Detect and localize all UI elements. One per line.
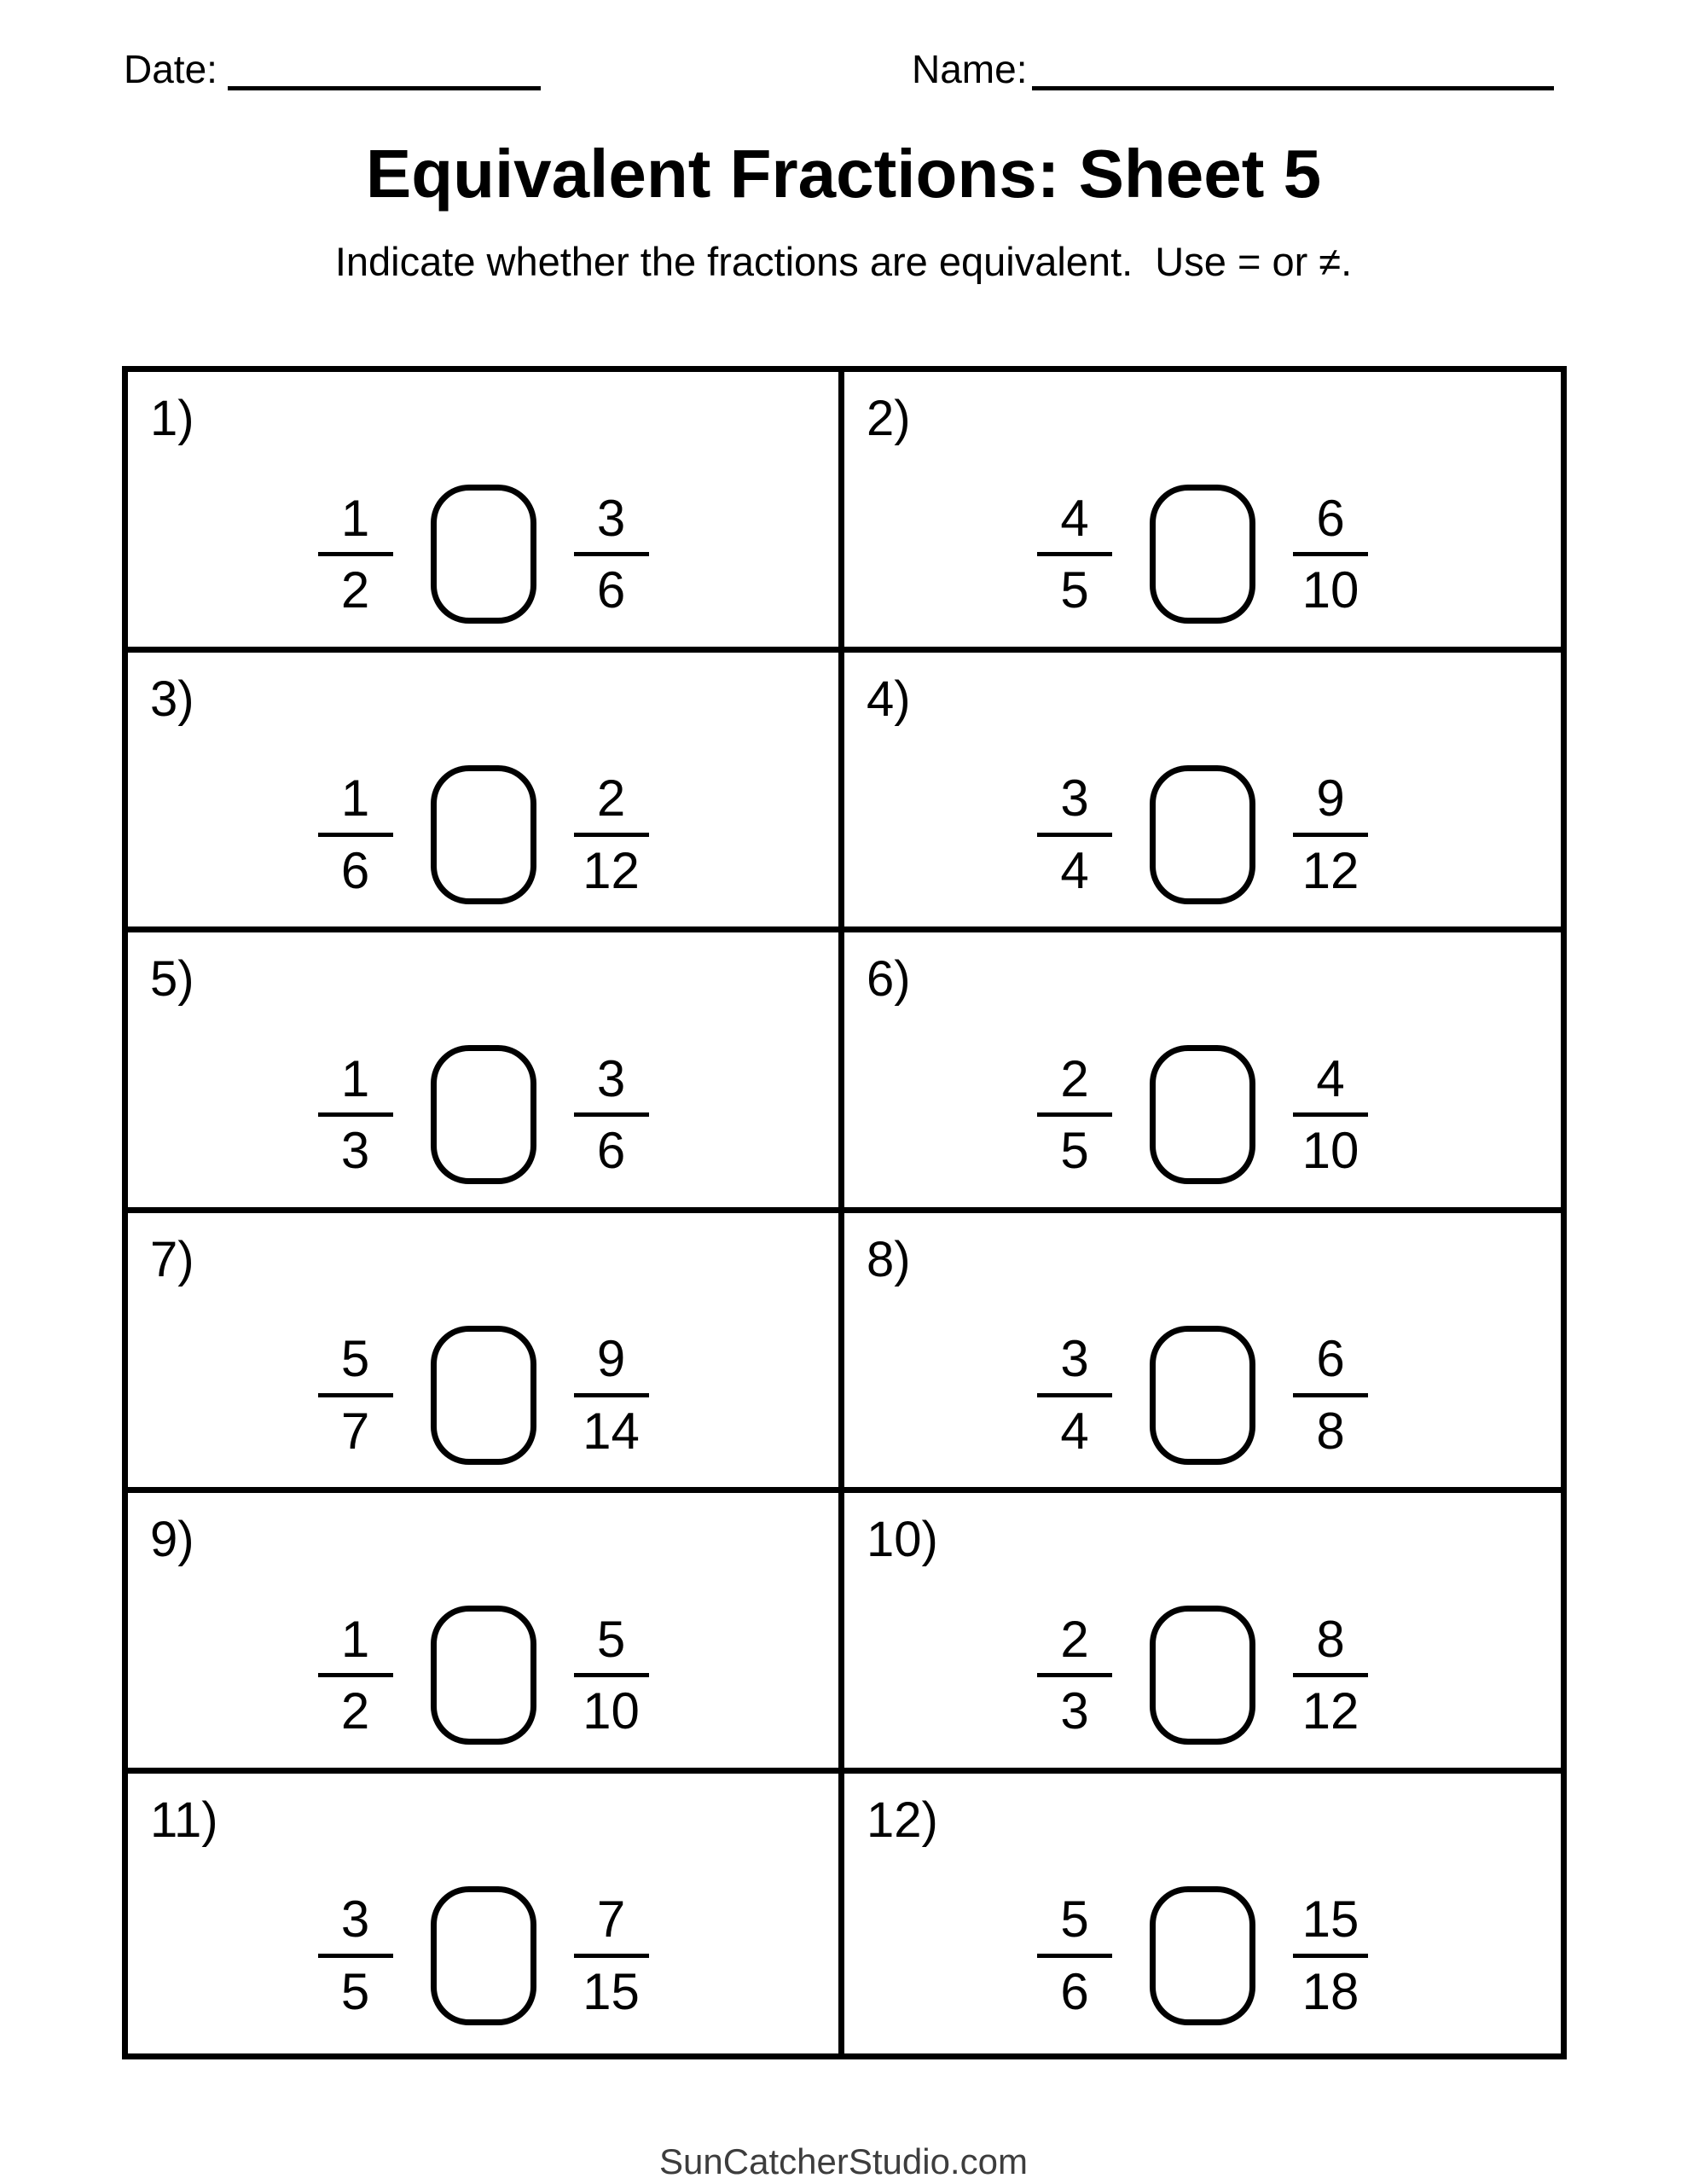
right-numerator: 2 (596, 770, 626, 828)
left-numerator: 4 (1060, 489, 1089, 547)
left-denominator: 5 (340, 1962, 370, 2020)
left-denominator: 7 (340, 1402, 370, 1460)
problem-row (128, 1606, 838, 1745)
answer-box[interactable] (1150, 1606, 1255, 1745)
fraction-bar (318, 552, 393, 556)
right-denominator: 10 (583, 1682, 640, 1740)
date-label: Date: (124, 47, 217, 91)
fraction-bar (1037, 1673, 1112, 1677)
problem-cell (844, 1774, 1561, 2054)
problems-grid (122, 366, 1567, 2059)
fraction-bar (318, 1393, 393, 1397)
right-denominator: 18 (1301, 1962, 1359, 2020)
fraction-bar (1037, 1954, 1112, 1958)
problem-number: 10) (867, 1512, 938, 1567)
left-numerator: 3 (1060, 1330, 1089, 1388)
right-numerator: 4 (1316, 1049, 1345, 1107)
right-denominator: 15 (583, 1962, 640, 2020)
answer-box[interactable] (1150, 1326, 1255, 1465)
right-numerator: 8 (1316, 1610, 1345, 1668)
fraction-bar (1037, 552, 1112, 556)
problem-number: 12) (867, 1792, 938, 1848)
right-denominator: 12 (1301, 841, 1359, 899)
right-fraction (574, 1049, 649, 1179)
right-numerator: 7 (596, 1891, 626, 1949)
right-fraction (1293, 770, 1368, 899)
problem-row (844, 1606, 1561, 1745)
fraction-bar (1293, 833, 1368, 837)
answer-box[interactable] (431, 1045, 536, 1184)
right-denominator: 8 (1316, 1402, 1345, 1460)
problem-cell (128, 372, 844, 653)
problem-number: 2) (867, 391, 911, 446)
right-denominator: 6 (596, 561, 626, 619)
fraction-bar (318, 1673, 393, 1677)
left-numerator: 1 (340, 489, 370, 547)
fraction-bar (574, 1673, 649, 1677)
left-denominator: 2 (340, 1682, 370, 1740)
right-fraction (574, 1330, 649, 1460)
fraction-bar (1037, 1393, 1112, 1397)
name-label: Name: (912, 47, 1028, 91)
problem-cell (844, 1213, 1561, 1494)
left-fraction (1037, 770, 1112, 899)
right-numerator: 9 (596, 1330, 626, 1388)
problem-cell (844, 1493, 1561, 1774)
problem-cell (128, 1213, 844, 1494)
left-numerator: 3 (1060, 770, 1089, 828)
page-title: Equivalent Fractions: Sheet 5 (365, 136, 1322, 212)
problem-number: 9) (150, 1512, 194, 1567)
fraction-bar (318, 1954, 393, 1958)
problem-cell (128, 653, 844, 933)
left-fraction (1037, 1610, 1112, 1740)
problem-row (128, 765, 838, 904)
footer-credit: SunCatcherStudio.com (659, 2141, 1028, 2181)
problem-row (844, 1326, 1561, 1465)
answer-box[interactable] (431, 1606, 536, 1745)
right-numerator: 3 (596, 1049, 626, 1107)
right-denominator: 6 (596, 1122, 626, 1179)
right-denominator: 14 (583, 1402, 640, 1460)
problem-number: 11) (150, 1792, 218, 1848)
fraction-bar (1293, 1954, 1368, 1958)
problem-number: 8) (867, 1231, 911, 1287)
problem-row (128, 1886, 838, 2025)
answer-box[interactable] (431, 1886, 536, 2025)
fraction-bar (574, 1112, 649, 1117)
problem-cell (128, 1493, 844, 1774)
left-numerator: 2 (1060, 1049, 1089, 1107)
left-fraction (318, 770, 393, 899)
instructions: Indicate whether the fractions are equivalent. Use = or ≠. (334, 239, 1353, 284)
right-numerator: 5 (596, 1610, 626, 1668)
left-numerator: 1 (340, 770, 370, 828)
problem-cell (844, 372, 1561, 653)
right-numerator: 15 (1301, 1891, 1359, 1949)
fraction-bar (1037, 833, 1112, 837)
fraction-bar (574, 1393, 649, 1397)
right-numerator: 9 (1316, 770, 1345, 828)
right-denominator: 10 (1301, 1122, 1359, 1179)
right-numerator: 6 (1316, 489, 1345, 547)
problem-row (844, 765, 1561, 904)
right-numerator: 3 (596, 489, 626, 547)
problem-cell (128, 932, 844, 1213)
problem-cell (844, 653, 1561, 933)
name-field (912, 49, 1554, 90)
left-denominator: 4 (1060, 1402, 1089, 1460)
fraction-bar (574, 1954, 649, 1958)
right-denominator: 12 (583, 841, 640, 899)
fraction-bar (318, 833, 393, 837)
name-input-line[interactable] (1032, 56, 1554, 90)
problem-number: 3) (150, 671, 194, 727)
left-numerator: 2 (1060, 1610, 1089, 1668)
left-fraction (318, 1610, 393, 1740)
left-denominator: 5 (1060, 561, 1089, 619)
left-denominator: 6 (340, 841, 370, 899)
problem-number: 6) (867, 951, 911, 1007)
left-denominator: 2 (340, 561, 370, 619)
right-fraction (1293, 1049, 1368, 1179)
answer-box[interactable] (1150, 1045, 1255, 1184)
left-numerator: 3 (340, 1891, 370, 1949)
fraction-bar (574, 833, 649, 837)
fraction-bar (318, 1112, 393, 1117)
date-field (124, 49, 541, 90)
left-denominator: 3 (340, 1122, 370, 1179)
answer-box[interactable] (431, 485, 536, 624)
left-denominator: 3 (1060, 1682, 1089, 1740)
left-numerator: 1 (340, 1610, 370, 1668)
left-fraction (318, 1049, 393, 1179)
problem-row (128, 1326, 838, 1465)
problem-cell (844, 932, 1561, 1213)
answer-box[interactable] (1150, 485, 1255, 624)
left-fraction (318, 1330, 393, 1460)
right-fraction (574, 770, 649, 899)
problem-number: 1) (150, 391, 194, 446)
left-denominator: 4 (1060, 841, 1089, 899)
left-denominator: 6 (1060, 1962, 1089, 2020)
problem-row (844, 1045, 1561, 1184)
right-fraction (574, 489, 649, 619)
right-fraction (1293, 1330, 1368, 1460)
left-fraction (318, 1891, 393, 2020)
fraction-bar (574, 552, 649, 556)
problem-row (128, 1045, 838, 1184)
fraction-bar (1293, 1673, 1368, 1677)
left-numerator: 5 (1060, 1891, 1089, 1949)
answer-box[interactable] (431, 1326, 536, 1465)
answer-box[interactable] (1150, 765, 1255, 904)
right-fraction (574, 1891, 649, 2020)
left-denominator: 5 (1060, 1122, 1089, 1179)
right-fraction (1293, 1610, 1368, 1740)
left-fraction (1037, 1891, 1112, 2020)
left-numerator: 1 (340, 1049, 370, 1107)
right-denominator: 10 (1301, 561, 1359, 619)
answer-box[interactable] (431, 765, 536, 904)
problem-number: 5) (150, 951, 194, 1007)
left-fraction (1037, 1330, 1112, 1460)
problem-row (844, 485, 1561, 624)
problem-number: 7) (150, 1231, 194, 1287)
right-denominator: 12 (1301, 1682, 1359, 1740)
left-fraction (1037, 489, 1112, 619)
fraction-bar (1293, 1393, 1368, 1397)
left-numerator: 5 (340, 1330, 370, 1388)
left-fraction (318, 489, 393, 619)
right-fraction (574, 1610, 649, 1740)
problem-number: 4) (867, 671, 911, 727)
fraction-bar (1293, 552, 1368, 556)
problem-row (844, 1886, 1561, 2025)
answer-box[interactable] (1150, 1886, 1255, 2025)
right-fraction (1293, 489, 1368, 619)
problem-cell (128, 1774, 844, 2054)
left-fraction (1037, 1049, 1112, 1179)
fraction-bar (1293, 1112, 1368, 1117)
right-numerator: 6 (1316, 1330, 1345, 1388)
right-fraction (1293, 1891, 1368, 2020)
date-input-line[interactable] (228, 56, 541, 90)
fraction-bar (1037, 1112, 1112, 1117)
problem-row (128, 485, 838, 624)
